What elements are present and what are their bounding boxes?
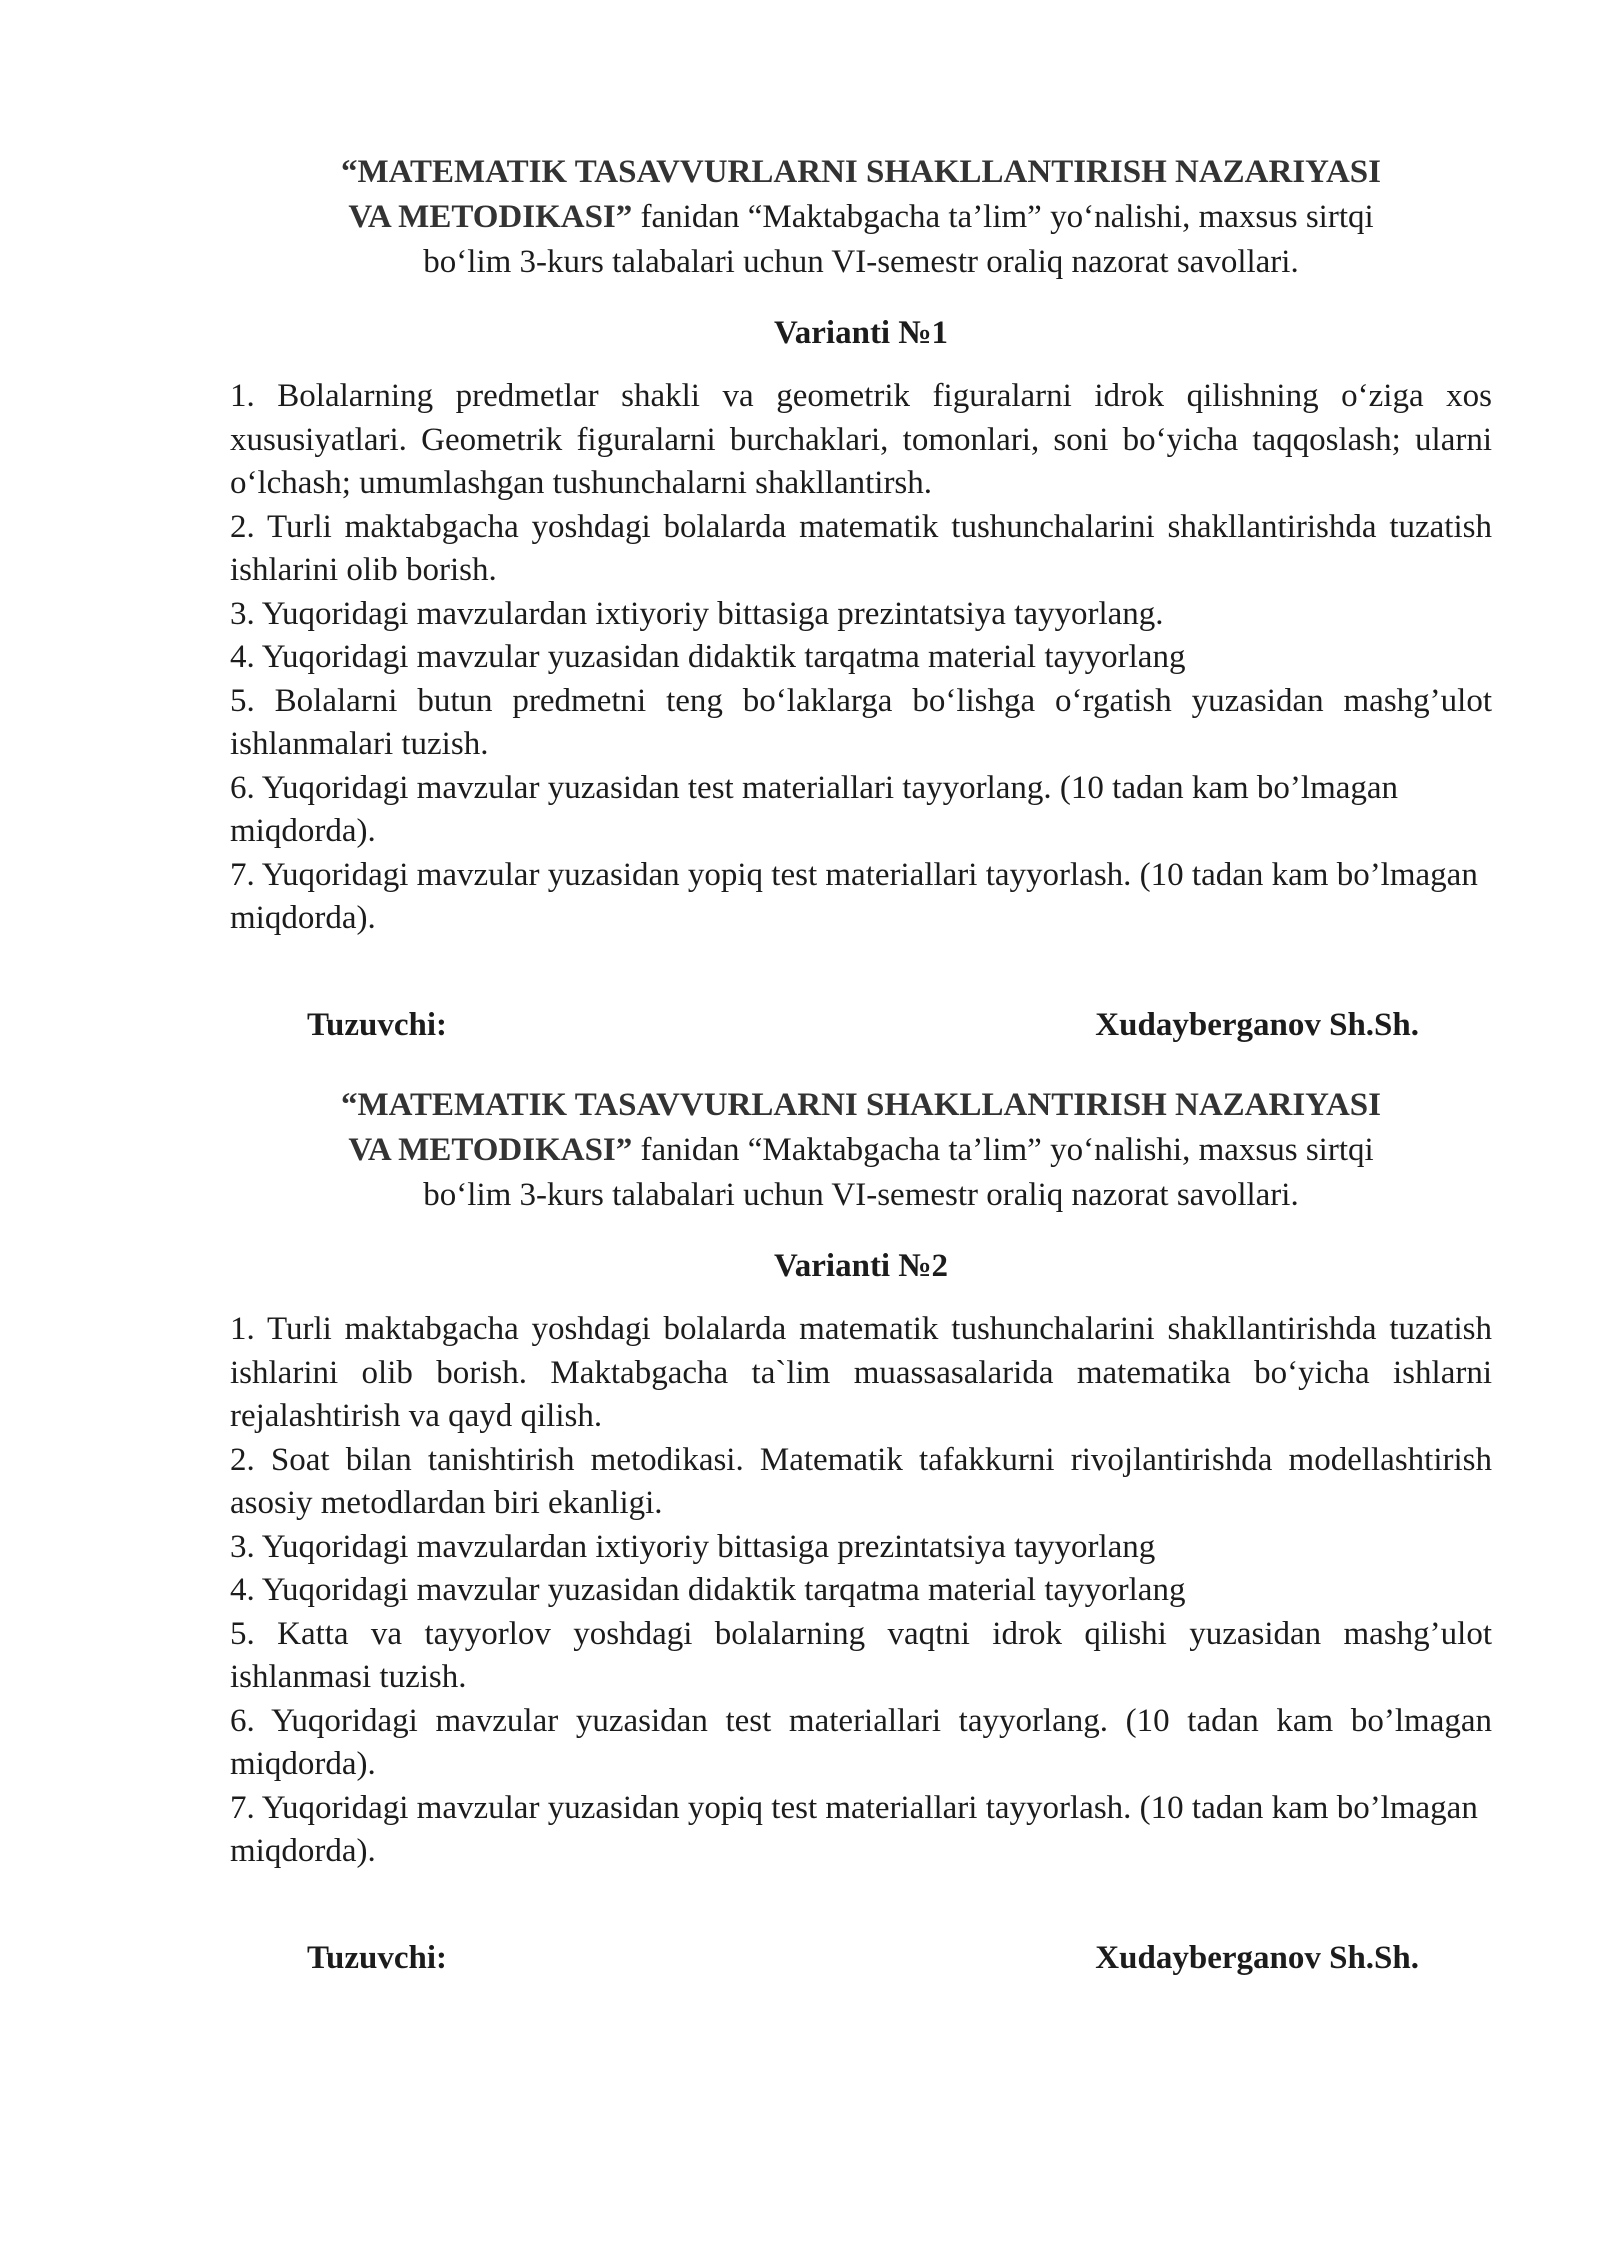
question-item-5: 5. Katta va tayyorlov yoshdagi bolalarning vaqtni idrok qilishi yuzasidan mashg’ulot ishlanmasi tuzish. bbox=[230, 1615, 1492, 1695]
course-title: “MATEMATIK TASAVVURLARNI SHAKLLANTIRISH NAZARIYASI bbox=[340, 154, 1381, 190]
signature-row bbox=[230, 1936, 1492, 1980]
course-title-continued: VA METODIKASI” bbox=[348, 199, 633, 235]
document-heading bbox=[230, 1083, 1492, 1218]
author-label: Tuzuvchi: bbox=[307, 1006, 447, 1043]
question-item-3: 3. Yuqoridagi mavzulardan ixtiyoriy bittasiga prezintatsiya tayyorlang bbox=[230, 1528, 1156, 1565]
variant-title: Varianti №1 bbox=[773, 315, 949, 351]
question-item-7: 7. Yuqoridagi mavzular yuzasidan yopiq test materiallari tayyorlash. (10 tadan kam bo’lmagan miqdorda). bbox=[230, 856, 1478, 936]
question-item-1: 1. Turli maktabgacha yoshdagi bolalarda matematik tushunchalarini shakllantirishda tuzatish ishlarini olib borish. Maktabgacha ta`lim muassasalarida matematika bo‘yicha ishlarni rejalashtirish va qayd qilish. bbox=[230, 1311, 1492, 1434]
course-title-continued: VA METODIKASI” bbox=[348, 1132, 633, 1168]
author-name: Xudayberganov Sh.Sh. bbox=[1095, 1939, 1419, 1976]
heading-line-2 bbox=[250, 195, 1472, 240]
question-item-5: 5. Bolalarni butun predmetni teng bo‘laklarga bo‘lishga o‘rgatish yuzasidan mashg’ulot ishlanmalari tuzish. bbox=[230, 682, 1492, 762]
question-item-6: 6. Yuqoridagi mavzular yuzasidan test materiallari tayyorlang. (10 tadan kam bo’lmagan miqdorda). bbox=[230, 769, 1399, 849]
question-item-6: 6. Yuqoridagi mavzular yuzasidan test materiallari tayyorlang. (10 tadan kam bo’lmagan miqdorda). bbox=[230, 1702, 1492, 1782]
question-item-7: 7. Yuqoridagi mavzular yuzasidan yopiq test materiallari tayyorlash. (10 tadan kam bo’lmagan miqdorda). bbox=[230, 1789, 1478, 1869]
question-item-3: 3. Yuqoridagi mavzulardan ixtiyoriy bittasiga prezintatsiya tayyorlang. bbox=[230, 595, 1164, 632]
question-item-2: 2. Soat bilan tanishtirish metodikasi. Matematik tafakkurni rivojlantirishda modellashtirish asosiy metodlardan biri ekanligi. bbox=[230, 1441, 1492, 1521]
exam-section-variant-2 bbox=[230, 1083, 1492, 1980]
variant-title: Varianti №2 bbox=[773, 1248, 949, 1284]
heading-line-3: bo‘lim 3-kurs talabalari uchun VI-semestr oraliq nazorat savollari. bbox=[423, 1177, 1299, 1213]
exam-section-variant-1 bbox=[230, 150, 1492, 1047]
question-item-4: 4. Yuqoridagi mavzular yuzasidan didaktik tarqatma material tayyorlang bbox=[230, 1572, 1186, 1608]
signature-row bbox=[230, 1003, 1492, 1047]
heading-line-3: bo‘lim 3-kurs talabalari uchun VI-semestr oraliq nazorat savollari. bbox=[423, 244, 1299, 280]
question-item-2: 2. Turli maktabgacha yoshdagi bolalarda matematik tushunchalarini shakllantirishda tuzatish ishlarini olib borish. bbox=[230, 508, 1492, 588]
course-title: “MATEMATIK TASAVVURLARNI SHAKLLANTIRISH NAZARIYASI bbox=[340, 1087, 1381, 1123]
heading-line-2 bbox=[250, 1128, 1472, 1173]
heading-description: fanidan “Maktabgacha ta’lim” yo‘nalishi, maxsus sirtqi bbox=[632, 199, 1374, 235]
question-list bbox=[230, 1308, 1492, 1874]
question-list bbox=[230, 375, 1492, 941]
author-label: Tuzuvchi: bbox=[307, 1939, 447, 1976]
question-item-4: 4. Yuqoridagi mavzular yuzasidan didaktik tarqatma material tayyorlang bbox=[230, 639, 1186, 675]
author-name: Xudayberganov Sh.Sh. bbox=[1095, 1006, 1419, 1043]
heading-description: fanidan “Maktabgacha ta’lim” yo‘nalishi, maxsus sirtqi bbox=[632, 1132, 1374, 1168]
document-heading bbox=[230, 150, 1492, 285]
question-item-1: 1. Bolalarning predmetlar shakli va geometrik figuralarni idrok qilishning o‘ziga xos xususiyatlari. Geometrik figuralarni burchaklari, tomonlari, soni bo‘yicha taqqoslash; ularni o‘lchash; umumlashgan tushunchalarni shakllantirsh. bbox=[230, 378, 1492, 501]
